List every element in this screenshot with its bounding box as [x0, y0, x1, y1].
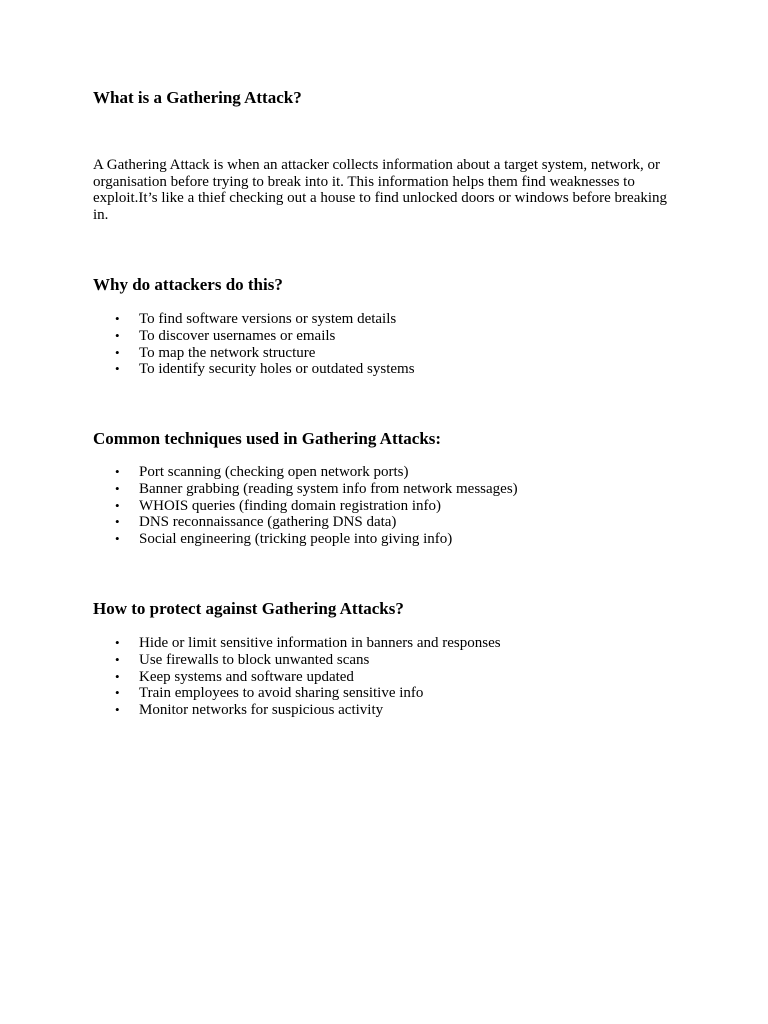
list-item-text: To identify security holes or outdated systems	[139, 361, 415, 378]
list-item-text: To map the network structure	[139, 344, 316, 361]
bullet-icon: •	[115, 531, 120, 547]
list-item-text: Keep systems and software updated	[139, 668, 354, 685]
bullet-icon: •	[115, 514, 120, 530]
bullet-icon: •	[115, 685, 120, 701]
list-item-text: To discover usernames or emails	[139, 327, 336, 344]
list-item-text: To find software versions or system details	[139, 311, 397, 327]
why-list	[93, 311, 415, 378]
list-item	[93, 685, 501, 702]
bullet-icon: •	[115, 668, 120, 684]
section-heading-protect: How to protect against Gathering Attacks?	[93, 599, 404, 618]
list-item	[93, 635, 501, 652]
list-item	[93, 328, 415, 345]
bullet-icon: •	[115, 344, 120, 360]
bullet-icon: •	[115, 311, 120, 326]
bullet-icon: •	[115, 635, 120, 650]
bullet-icon: •	[115, 651, 120, 667]
bullet-icon: •	[115, 464, 120, 479]
list-item	[93, 514, 518, 531]
bullet-icon: •	[115, 480, 120, 496]
list-item-text: Use firewalls to block unwanted scans	[139, 651, 370, 668]
list-item	[93, 669, 501, 686]
list-item	[93, 464, 518, 481]
list-item	[93, 652, 501, 669]
techniques-list	[93, 464, 518, 548]
bullet-icon: •	[115, 702, 120, 718]
list-item-text: DNS reconnaissance (gathering DNS data)	[139, 514, 397, 531]
section-heading-what-is: What is a Gathering Attack?	[93, 88, 302, 107]
bullet-icon: •	[115, 497, 120, 513]
section-heading-techniques: Common techniques used in Gathering Attacks:	[93, 429, 442, 448]
intro-paragraph: A Gathering Attack is when an attacker collects information about a target system, network, or organisation before trying to break into it. This information helps them find weaknesses to exploit.It’s like a thief checking out a house to find unlocked doors or windows before breaking in.	[93, 157, 668, 224]
bullet-icon: •	[115, 327, 120, 343]
list-item	[93, 345, 415, 362]
bullet-icon: •	[115, 361, 120, 377]
list-item	[93, 311, 415, 328]
list-item	[93, 361, 415, 378]
list-item	[93, 531, 518, 548]
list-item-text: Banner grabbing (reading system info from network messages)	[139, 480, 518, 497]
list-item-text: Port scanning (checking open network ports)	[139, 464, 409, 480]
list-item-text: Hide or limit sensitive information in banners and responses	[139, 635, 501, 651]
list-item	[93, 702, 501, 719]
list-item-text: Monitor networks for suspicious activity	[139, 702, 384, 719]
protect-list	[93, 635, 501, 719]
list-item-text: WHOIS queries (finding domain registration info)	[139, 497, 442, 514]
section-heading-why: Why do attackers do this?	[93, 275, 283, 294]
list-item-text: Social engineering (tricking people into giving info)	[139, 531, 453, 548]
list-item	[93, 481, 518, 498]
list-item-text: Train employees to avoid sharing sensitive info	[139, 685, 424, 702]
list-item	[93, 498, 518, 515]
